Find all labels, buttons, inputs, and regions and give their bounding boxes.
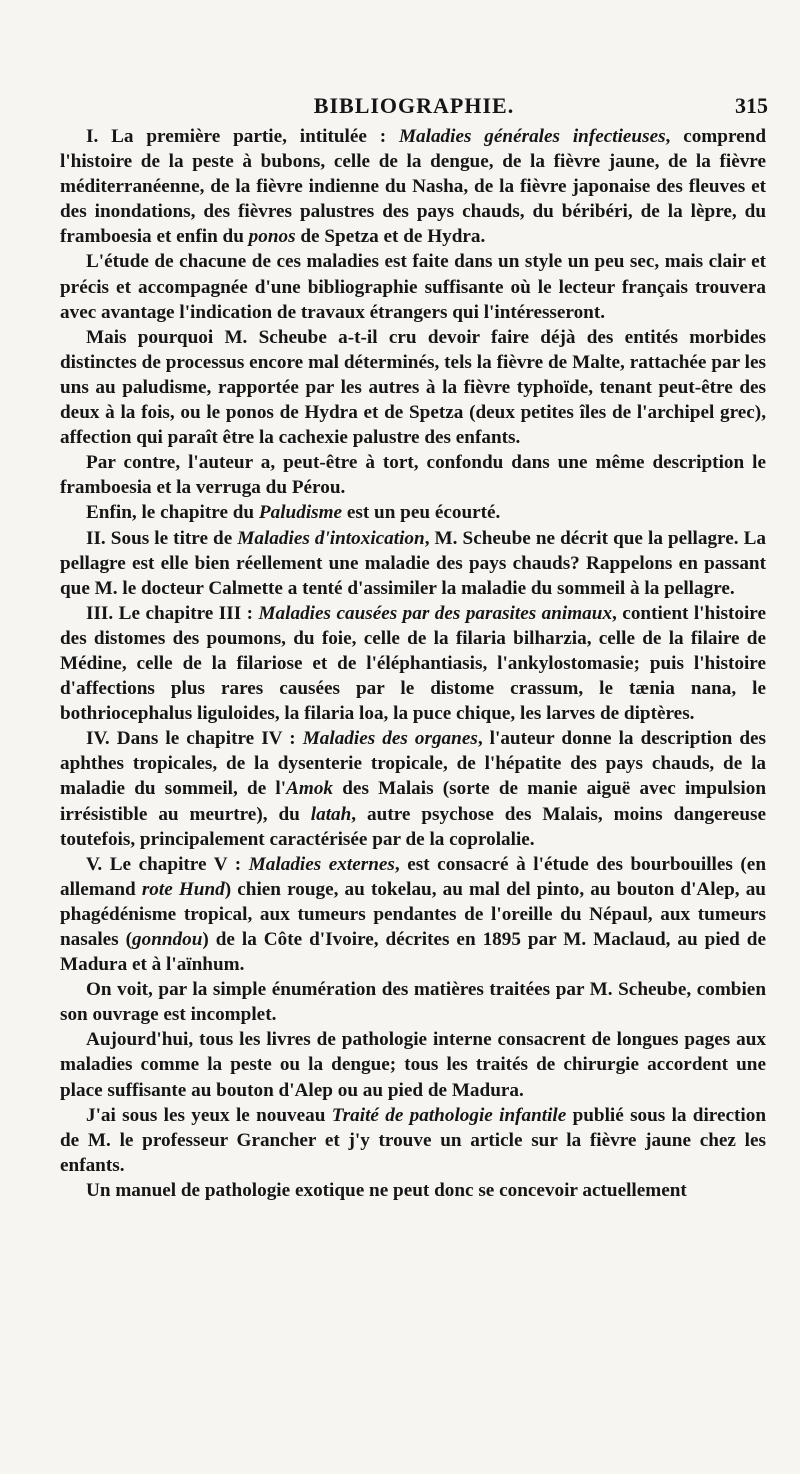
text-run: I. La première partie, intitulée : (86, 126, 399, 147)
text-run: III. Le chapitre III : (86, 602, 259, 624)
text-run: ) de la Côte d'Ivoire, décrites en 1895 par M. Maclaud, au pied de Madura et à l'aïnhum. (60, 929, 766, 976)
text-run: publié sous la direction de M. le professeur Grancher et j'y trouve un article sur la fièvre jaune chez les enfants. (60, 1104, 766, 1176)
running-title: BIBLIOGRAPHIE. (313, 93, 515, 118)
text-run: Un manuel de pathologie exotique ne peut donc se concevoir actuellement (86, 1179, 687, 1201)
italic-run: Paludisme (258, 502, 343, 524)
text-run: , M. Scheube ne décrit que la pellagre. La pellagre est elle bien réellement une maladie des pays chauds? Rappelons en passant que M. le docteur Calmette a tenté d'assimiler la maladie du sommeil à la pellagre. (60, 527, 766, 599)
paragraph (60, 726, 766, 851)
text-run: II. Sous le titre de (86, 527, 238, 549)
text-run: , contient l'histoire des distomes des poumons, du foie, celle de la filaria bilharzia, celle de la filaire de Médine, celle de la filariose et de l'éléphantiasis, l'ankylostomasie; puis l'histoire d'affections plus rares causées par le distome crassum, le tænia nana, le bothriocephalus liguloides, la filaria loa, la puce chique, les larves de diptères. (60, 602, 766, 725)
paragraph (60, 124, 766, 249)
text-run: Enfin, le chapitre du (86, 502, 259, 524)
page-number: 315 (735, 93, 768, 118)
paragraph (60, 249, 766, 324)
text-run: est un peu écourté. (342, 502, 501, 524)
text-run: , autre psychose des Malais, moins dangereuse toutefois, principalement caractérisée par de la coprolalie. (60, 803, 766, 850)
italic-run: latah (310, 803, 352, 825)
text-run: Mais pourquoi M. Scheube a-t-il cru devoir faire déjà des entités morbides distinctes de processus encore mal déterminés, tels la fièvre de Malte, rattachée par les uns au paludisme, rapportée par les autres à la fièvre typhoïde, tenant peut-être des deux à la fois, ou le ponos de Hydra et de Spetza (deux petites îles de l'archipel grec), affection qui paraît être la cachexie palustre des enfants. (60, 326, 766, 449)
text-run: , comprend l'histoire de la peste à bubons, celle de la dengue, de la fièvre jaune, de la fièvre méditerranéenne, de la fièvre indienne du Nasha, de la fièvre japonaise des fleuves et des inondations, des fièvres palustres des pays chauds, du béribéri, de la lèpre, du framboesia et enfin du (60, 126, 766, 248)
paragraph (60, 325, 766, 450)
italic-run: ponos (248, 226, 296, 248)
paragraph (60, 450, 766, 500)
text-run: On voit, par la simple énumération des matières traitées par M. Scheube, combien son ouvrage est incomplet. (60, 979, 766, 1026)
paragraph (60, 1178, 766, 1203)
italic-run: Traité de pathologie infantile (331, 1104, 567, 1126)
text-run: V. Le chapitre V : (86, 853, 249, 875)
italic-run: Maladies générales infectieuses (398, 126, 666, 147)
italic-run: Maladies causées par des parasites animaux (258, 602, 613, 624)
text-run: ) chien rouge, au tokelau, au mal del pinto, au bouton d'Alep, au phagédénisme tropical, aux tumeurs pendantes de l'oreille du Népaul, aux tumeurs nasales ( (60, 878, 766, 950)
paragraph (60, 977, 766, 1027)
paragraph (60, 852, 766, 977)
paragraph (60, 1103, 766, 1178)
text-run: IV. Dans le chapitre IV : (86, 728, 303, 750)
text-run: des Malais (sorte de manie aiguë avec impulsion irrésistible au meurtre), du (60, 778, 767, 825)
text-run: J'ai sous les yeux le nouveau (86, 1104, 332, 1126)
text-run: de Spetza et de Hydra. (295, 226, 486, 248)
text-run: L'étude de chacune de ces maladies est faite dans un style un peu sec, mais clair et précis et accompagnée d'une bibliographie suffisante où le lecteur français trouvera avec avantage l'indication de travaux étrangers qui l'intéresseront. (60, 251, 766, 323)
text-run: Par contre, l'auteur a, peut-être à tort, confondu dans une même description le framboesia et la verruga du Pérou. (60, 452, 766, 499)
italic-run: Maladies d'intoxication (237, 527, 425, 549)
paragraph (60, 1027, 766, 1102)
italic-run: gonndou (132, 929, 203, 950)
italic-run: Maladies des organes (302, 728, 478, 750)
italic-run: rote Hund (141, 878, 225, 900)
text-run: , l'auteur donne la description des aphthes tropicales, de la dysenterie tropicale, de l'hépatite des pays chauds, de la maladie du sommeil, de l' (60, 728, 766, 800)
paragraph (60, 500, 766, 525)
italic-run: Amok (286, 778, 334, 800)
text-run: Aujourd'hui, tous les livres de pathologie interne consacrent de longues pages aux maladies comme la peste ou la dengue; tous les traités de chirurgie accordent une place suffisante au bouton d'Alep ou au pied de Madura. (60, 1029, 766, 1101)
running-header (60, 93, 768, 125)
paragraph (60, 526, 766, 601)
text-run: , est consacré à l'étude des bourbouilles (en allemand (60, 853, 766, 900)
body-text (60, 124, 766, 1203)
paragraph (60, 601, 766, 726)
italic-run: Maladies externes (248, 853, 395, 875)
